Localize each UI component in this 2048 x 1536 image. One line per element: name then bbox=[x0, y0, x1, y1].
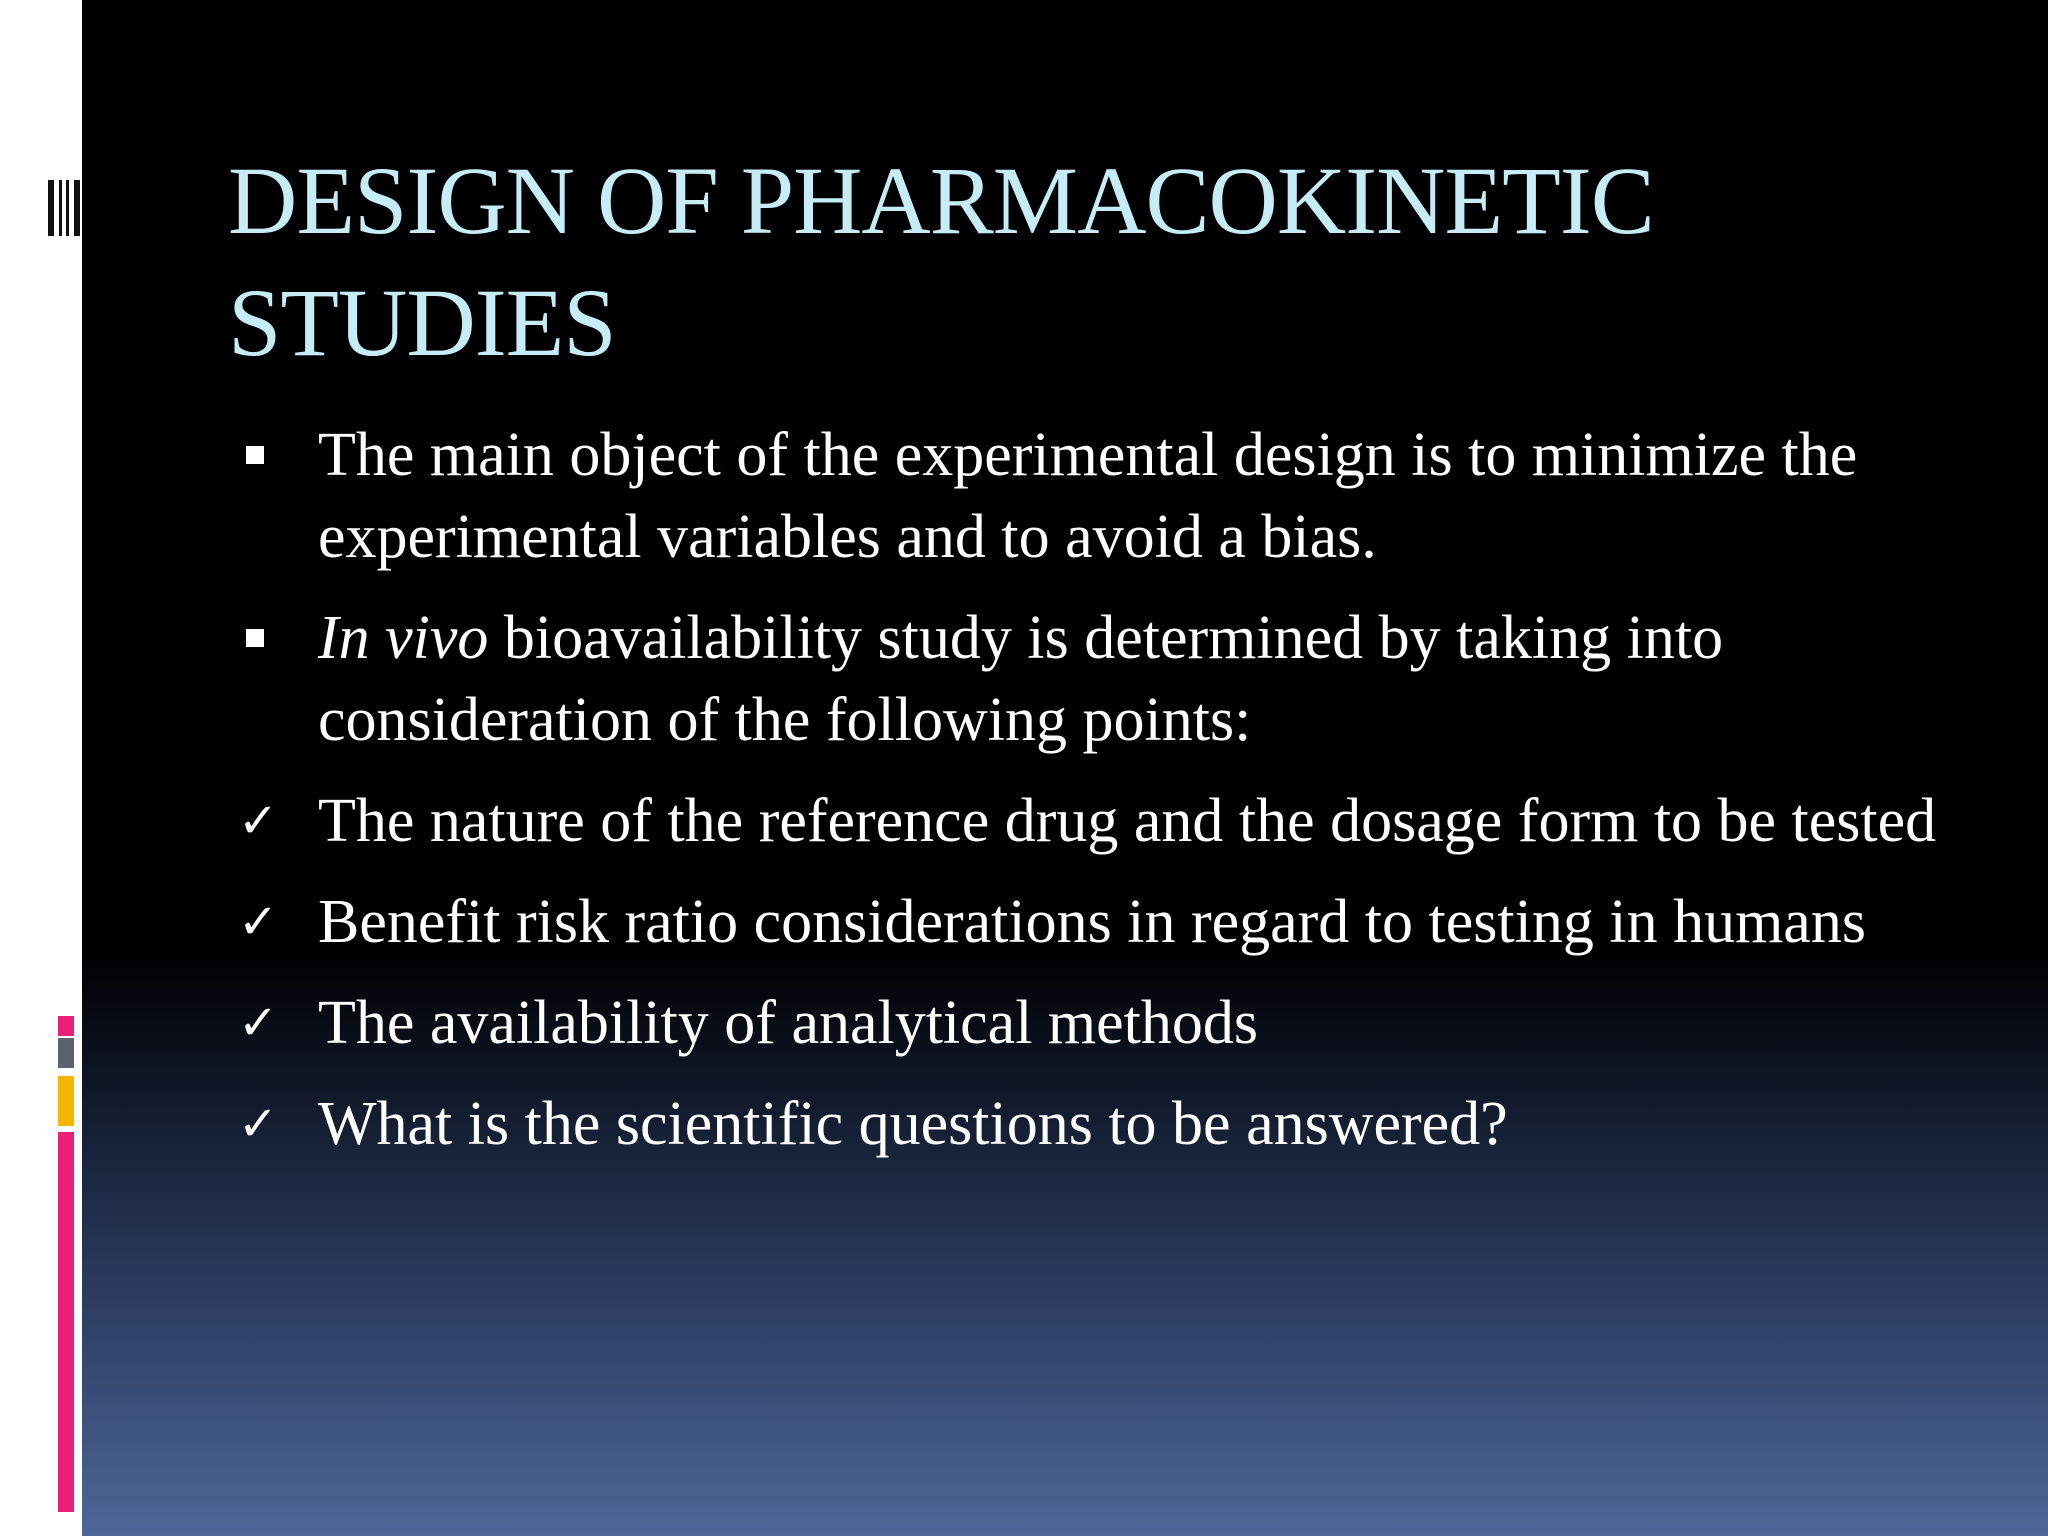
checkmark-icon: ✓ bbox=[238, 793, 279, 849]
bullet-text-run: The main object of the experimental design is to minimize the experimental variables and to avoid a bias. bbox=[318, 421, 1858, 571]
checkmark-icon: ✓ bbox=[238, 894, 279, 950]
bullet-item bbox=[238, 597, 1938, 761]
bullet-text bbox=[318, 421, 1857, 571]
accent-bar-pink-large bbox=[58, 1132, 74, 1512]
checkmark-icon: ✓ bbox=[238, 995, 279, 1051]
bullet-text-run: bioavailability study is determined by taking into consideration of the following points: bbox=[318, 604, 1724, 754]
bullet-list bbox=[238, 414, 1938, 1184]
bullet-text bbox=[318, 604, 1723, 754]
bullet-text-run: The nature of the reference drug and the dosage form to be tested bbox=[318, 787, 1937, 855]
bullet-text bbox=[318, 989, 1258, 1057]
vertical-bars-decoration bbox=[48, 180, 80, 236]
bullet-item bbox=[238, 780, 1938, 862]
square-bullet-icon bbox=[238, 597, 298, 679]
bullet-item bbox=[238, 414, 1938, 578]
bullet-text-run: Benefit risk ratio considerations in regard to testing in humans bbox=[318, 888, 1866, 956]
bullet-text-run: What is the scientific questions to be answered? bbox=[318, 1090, 1508, 1158]
bullet-item bbox=[238, 881, 1938, 963]
bullet-item bbox=[238, 1083, 1938, 1165]
bullet-text bbox=[318, 787, 1936, 855]
bullet-text-italic: In vivo bbox=[318, 604, 489, 672]
bullet-text bbox=[318, 888, 1866, 956]
bullet-text bbox=[318, 1090, 1508, 1158]
bullet-item bbox=[238, 982, 1938, 1064]
accent-bar-gray bbox=[58, 1038, 74, 1068]
checkmark-icon: ✓ bbox=[238, 1096, 279, 1152]
slide-title: DESIGN OF PHARMACOKINETIC STUDIES bbox=[228, 147, 1654, 376]
accent-bar-pink-small bbox=[58, 1016, 74, 1036]
bullet-text-run: The availability of analytical methods bbox=[318, 989, 1259, 1057]
accent-bar-yellow bbox=[58, 1076, 74, 1126]
square-bullet-icon bbox=[238, 414, 298, 496]
